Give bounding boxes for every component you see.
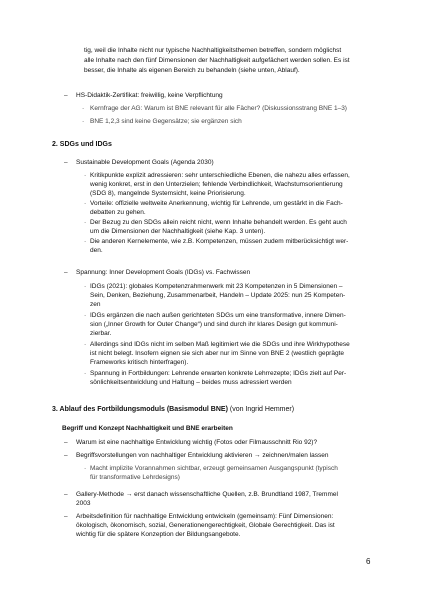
list-dash: ·: [82, 118, 85, 125]
sdg-critique-line-3: (SDG 8), mangelnde Systemsicht, keine Priorisierung.: [90, 190, 246, 197]
list-dash: –: [64, 491, 68, 498]
sdg-reference-line-2: um die Dimensionen der Nachhaltigkeit (siehe Kap. 3 unten).: [90, 228, 266, 235]
why-sustainability-item: Warum ist eine nachhaltige Entwicklung wichtig (Fotos oder Filmausschnitt Rio 92)?: [76, 439, 318, 446]
idg-item: Spannung: Inner Development Goals (IDGs) vs. Fachwissen: [76, 269, 251, 276]
idg-legitimacy-line-1: Allerdings sind IDGs nicht im selben Maß legitimiert wie die SDGs und ihre Wirkhypothese: [90, 341, 350, 348]
idg-tension-line-2: sönlichkeitsentwicklung und Haltung – beides muss adressiert werden: [90, 379, 292, 386]
implicit-assumptions-line-2: für transformative Lehrdesigns): [90, 474, 180, 481]
list-dash: ·: [84, 370, 87, 377]
sub-heading: Begriff und Konzept Nachhaltigkeit und BNE erarbeiten: [62, 425, 233, 432]
list-dash: ·: [84, 465, 87, 472]
list-dash: –: [64, 159, 68, 166]
continuation-line-2: alle Inhalte nach den fünf Dimensionen der Nachhaltigkeit aufgefächert werden sollen. Es ist: [84, 57, 350, 64]
sdg-elements-line-1: Die anderen Kernelemente, wie z.B. Kompetenzen, müssen zudem mitberücksichtigt wer-: [90, 238, 349, 245]
sdg-critique-line-1: Kritikpunkte explizit adressieren: sehr unterschiedliche Ebenen, die nahezu alles erfassen,: [90, 172, 350, 179]
list-dash: ·: [84, 341, 87, 348]
hs-zertifikat-item: HS-Didaktik-Zertifikat: freiwillig, keine Verpflichtung: [76, 92, 223, 99]
idg-tension-line-1: Spannung in Fortbildungen: Lehrende erwarten konkrete Lehrrezepte; IDGs zielt auf Per-: [90, 370, 347, 377]
list-dash: ·: [84, 238, 87, 245]
gallery-method-line-2: 2003: [76, 500, 91, 507]
page-number: 6: [366, 557, 371, 566]
hs-sub-item-1: Kernfrage der AG: Warum ist BNE relevant für alle Fächer? (Diskussionsstrang BNE 1–3): [90, 105, 347, 112]
gallery-method-line-1: Gallery-Methode → erst danach wissenschaftliche Quellen, z.B. Brundtland 1987, Tremmel: [76, 491, 338, 498]
list-dash: –: [64, 439, 68, 446]
section-3-author: (von Ingrid Hemmer): [227, 406, 295, 413]
idg-legitimacy-line-3: Frameworks kritisch hinterfragen).: [90, 359, 189, 366]
idg-framework-line-1: IDGs (2021): globales Kompetenzrahmenwerk mit 23 Kompetenzen in 5 Dimensionen –: [90, 283, 343, 290]
sdg-elements-line-2: den.: [90, 247, 103, 254]
list-dash: –: [64, 92, 68, 99]
idg-legitimacy-line-2: ist nicht belegt. Insofern eignen sie sich aber nur im Sinne von BNE 2 (westlich geprägte: [90, 350, 344, 357]
implicit-assumptions-line-1: Macht implizite Vorannahmen sichtbar, erzeugt gemeinsamen Ausgangspunkt (typisch: [90, 465, 338, 472]
idg-complement-line-2: sion („Inner Growth for Outer Change“) und sind durch ihr klares Design gut kommuni-: [90, 321, 338, 328]
list-dash: ·: [84, 283, 87, 290]
list-dash: –: [64, 269, 68, 276]
list-dash: –: [64, 452, 68, 459]
section-3-title: 3. Ablauf des Fortbildungsmoduls (Basismodul BNE): [52, 406, 228, 413]
idg-framework-line-3: zen: [90, 301, 101, 308]
idg-complement-line-3: zierbar.: [90, 330, 112, 337]
section-2-heading: 2. SDGs und IDGs: [52, 141, 112, 148]
sdg-critique-line-2: wenig konkret, erst in den Unterzielen; fehlende Verbindlichkeit, Wachstumsorientierung: [90, 181, 343, 188]
list-dash: ·: [84, 200, 87, 207]
list-dash: ·: [84, 172, 87, 179]
continuation-line-1: tig, weil die Inhalte nicht nur typische Nachhaltigkeitsthemen betreffen, sondern möglichst: [84, 47, 342, 54]
sdg-advantages-line-2: debatten zu gehen.: [90, 209, 146, 216]
working-definition-line-2: ökologisch, ökonomisch, sozial, Generationengerechtigkeit, Globale Gerechtigkeit. Das ist: [76, 522, 335, 529]
concept-activation-item: Begriffsvorstellungen von nachhaltiger Entwicklung aktivieren → zeichnen/malen lassen: [76, 452, 329, 459]
idg-framework-line-2: Sein, Denken, Beziehung, Zusammenarbeit, Handeln – Update 2025: nun 25 Kompeten-: [90, 292, 346, 299]
section-3-heading: [52, 405, 294, 415]
working-definition-line-1: Arbeitsdefinition für nachhaltige Entwicklung entwickeln (gemeinsam): Fünf Dimensionen:: [76, 513, 334, 520]
sdg-advantages-line-1: Vorteile: offizielle weltweite Anerkennung, wichtig für Lehrende, um gestärkt in die Fach-: [90, 200, 343, 207]
hs-sub-item-2: BNE 1,2,3 sind keine Gegensätze; sie ergänzen sich: [90, 118, 242, 125]
sdg-item: Sustainable Development Goals (Agenda 2030): [76, 159, 214, 166]
sdg-reference-line-1: Der Bezug zu den SDGs allein reicht nicht, wenn Inhalte behandelt werden. Es geht auch: [90, 219, 347, 226]
continuation-line-3: besser, die Inhalte als eigenen Bereich zu behandeln (siehe unten, Ablauf).: [84, 67, 300, 74]
list-dash: –: [64, 513, 68, 520]
list-dash: ·: [84, 219, 87, 226]
working-definition-line-3: wichtig für die spätere Konzeption der Bildungsangebote.: [76, 531, 241, 538]
list-dash: ·: [84, 312, 87, 319]
idg-complement-line-1: IDGs ergänzen die nach außen gerichteten SDGs um eine transformative, innere Dimen-: [90, 312, 346, 319]
list-dash: ·: [82, 105, 85, 112]
